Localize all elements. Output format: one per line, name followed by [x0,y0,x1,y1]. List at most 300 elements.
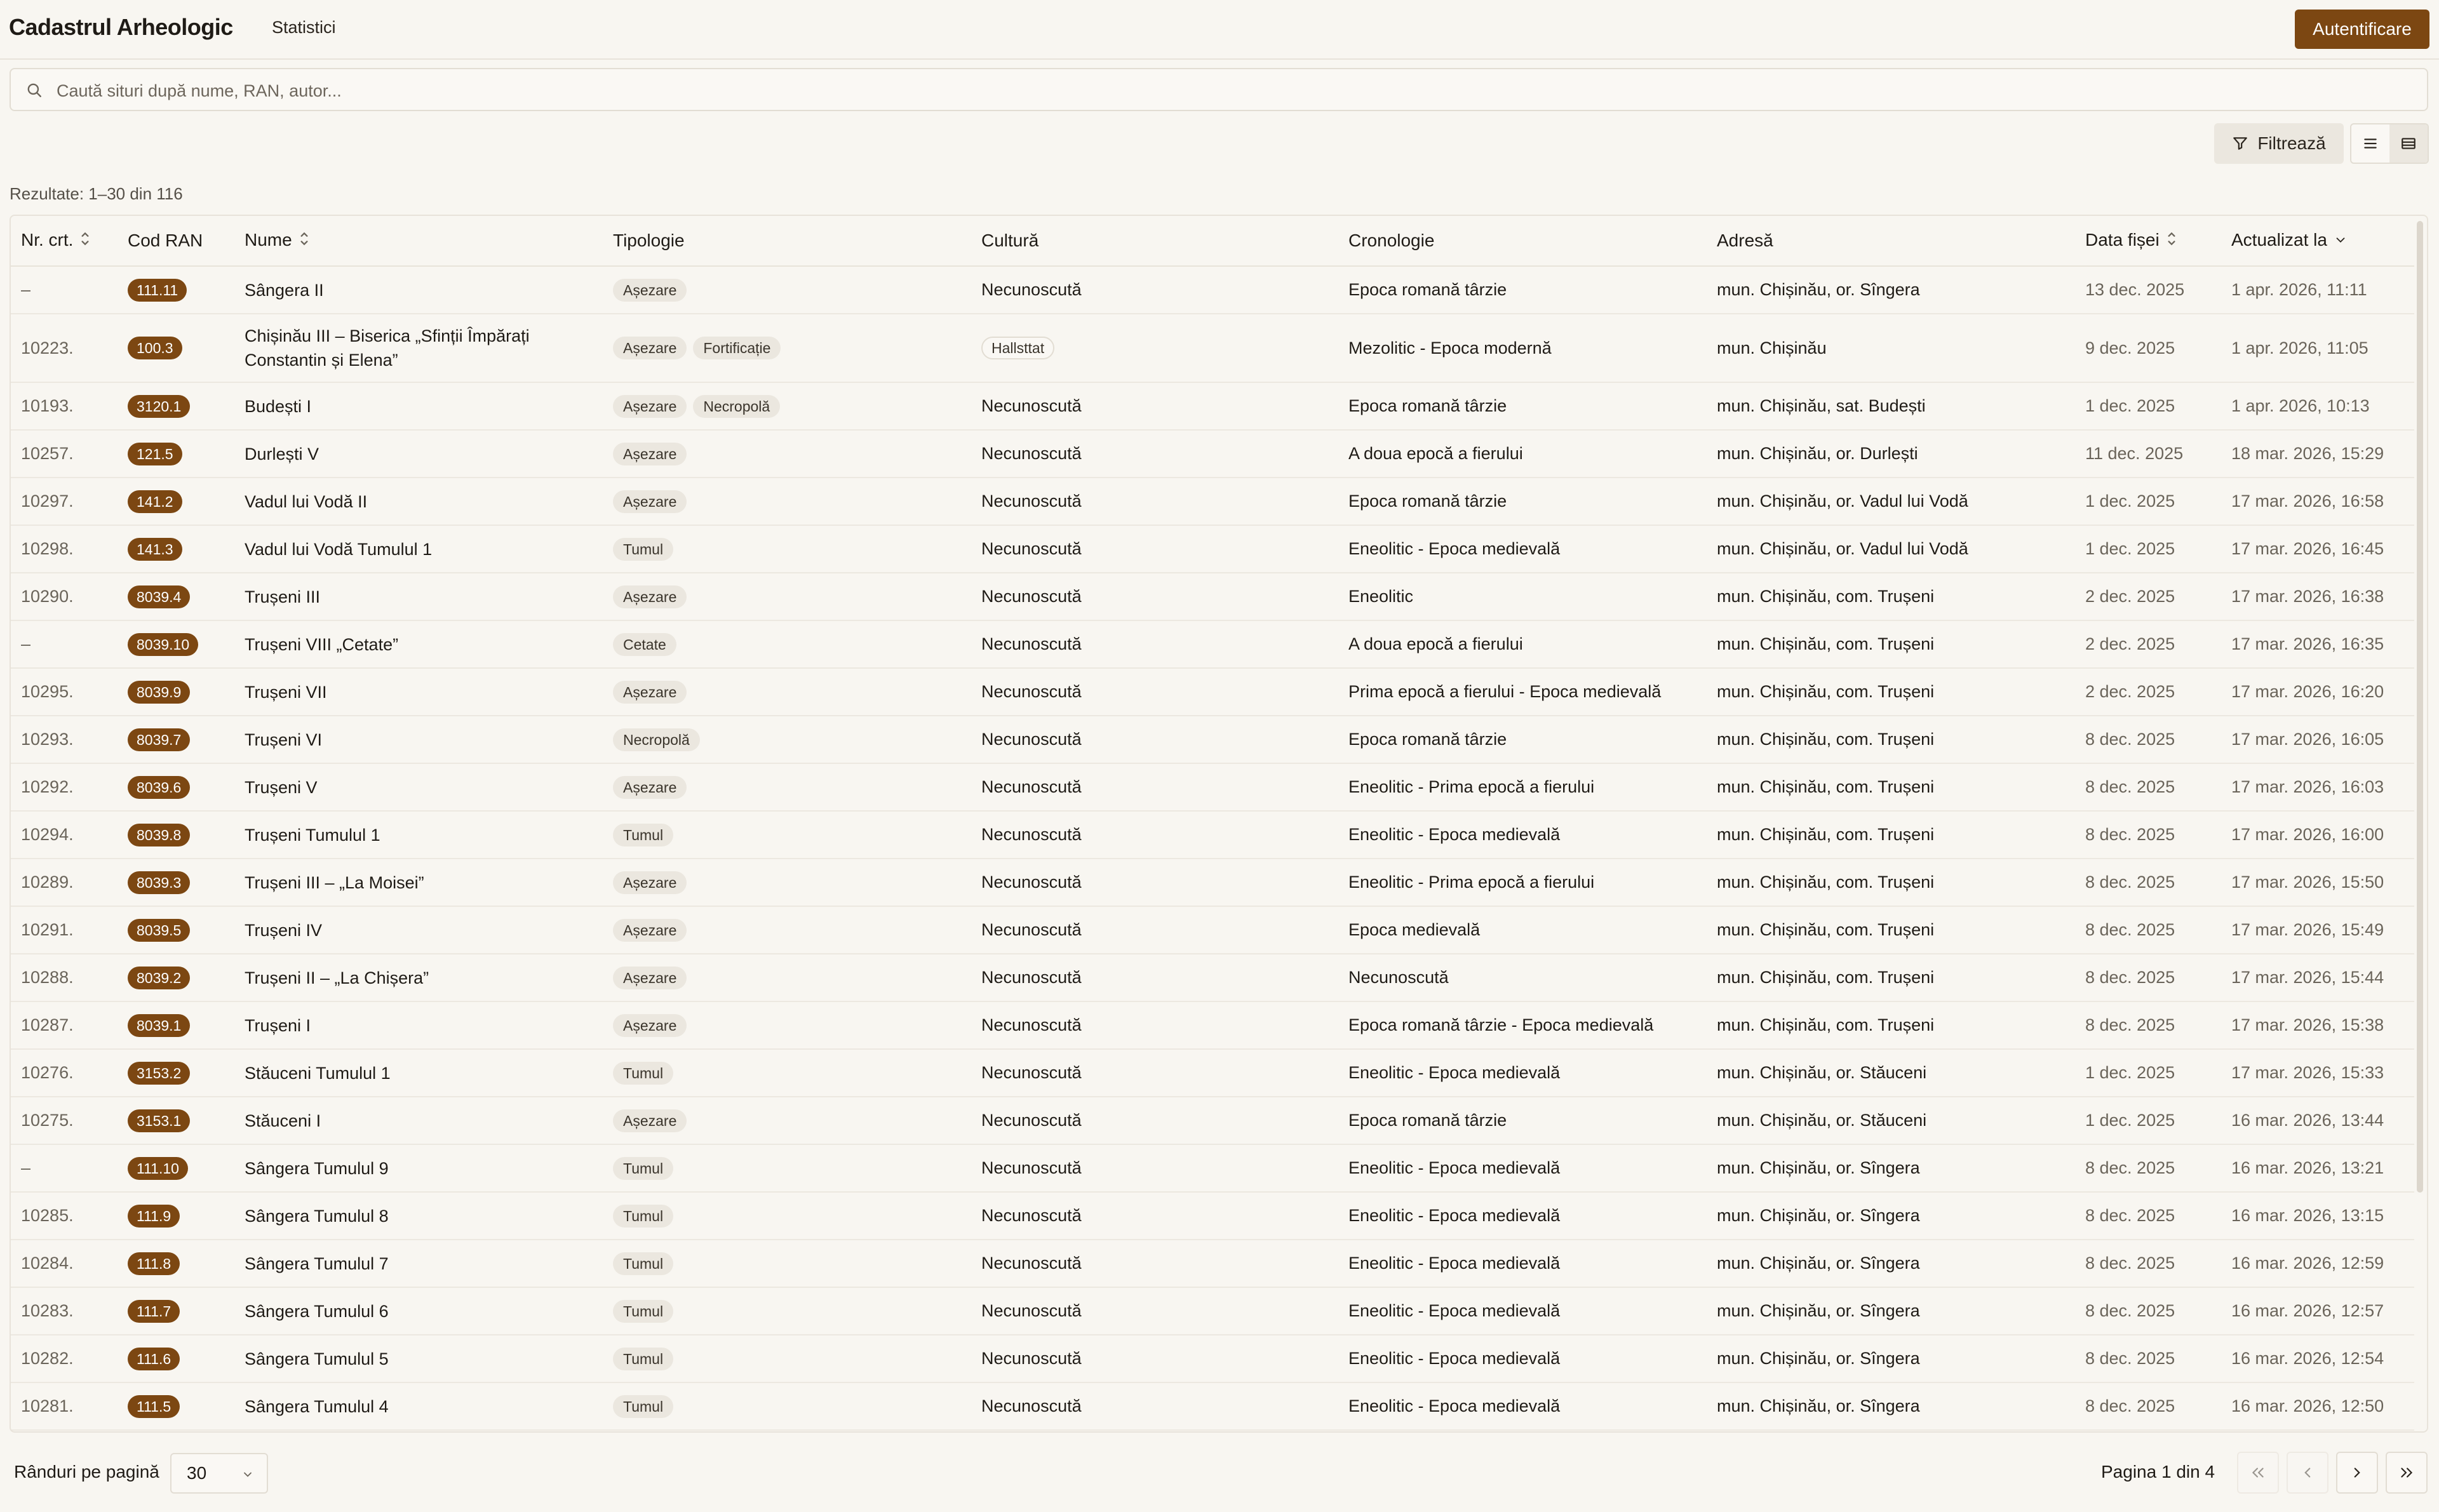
typology-tag: Tumul [613,824,673,846]
typology-tag: Tumul [613,538,673,561]
table-header-row [11,216,2414,266]
cell-nume [234,1097,603,1144]
col-header-cultura-label: Cultură [981,231,1039,250]
vertical-scrollbar[interactable] [2417,221,2423,1193]
table-row[interactable] [11,1287,2414,1335]
col-header-nume-label: Nume [245,229,292,250]
cell-data: 8 dec. 2025 [2075,811,2221,859]
cell-ran [118,1097,234,1144]
cell-nume [234,1382,603,1430]
ran-badge: 111.10 [128,1157,188,1180]
ran-badge: 8039.6 [128,776,190,799]
site-name: Trușeni Tumulul 1 [245,825,380,845]
ran-badge: 8039.7 [128,728,190,751]
col-header-tipologie [603,216,971,266]
cell-cultura: Necunoscută [971,1049,1338,1097]
ran-badge: 8039.10 [128,633,198,656]
cell-ran [118,1001,234,1049]
cell-actualizat: 18 mar. 2026, 15:29 [2221,430,2414,478]
filter-icon [2232,135,2248,152]
site-name: Sângera Tumulul 5 [245,1349,389,1368]
col-header-nume[interactable] [234,216,603,266]
cell-cronologie: Epoca romană târzie [1338,266,1707,314]
cell-cultura: Necunoscută [971,525,1338,573]
cell-data: 8 dec. 2025 [2075,906,2221,954]
col-header-cronologie [1338,216,1707,266]
cell-adresa: mun. Chișinău, or. Sîngera [1707,1240,2075,1287]
cell-cronologie: Epoca medievală [1338,906,1707,954]
cell-cultura: Necunoscută [971,859,1338,906]
next-page-button[interactable] [2336,1452,2378,1494]
search-input[interactable] [55,77,2344,105]
sort-icon[interactable] [299,231,310,251]
cell-tipologie [603,430,971,478]
cell-ran [118,906,234,954]
cell-adresa: mun. Chișinău, or. Durlești [1707,430,2075,478]
cell-cultura: Necunoscută [971,430,1338,478]
cell-nr: – [11,266,118,314]
col-header-tipologie-label: Tipologie [613,231,685,250]
cell-adresa: mun. Chișinău, or. Vadul lui Vodă [1707,478,2075,525]
ran-badge: 141.2 [128,490,182,513]
typology-tag: Cetate [613,633,676,656]
cell-nr: 10289. [11,859,118,906]
table-row[interactable] [11,430,2414,478]
results-count: Rezultate: 1–30 din 116 [10,184,183,203]
cell-nume [234,314,603,382]
cell-adresa: mun. Chișinău, com. Trușeni [1707,573,2075,620]
table-row[interactable] [11,906,2414,954]
cell-data: 8 dec. 2025 [2075,1335,2221,1382]
cell-tipologie [603,1049,971,1097]
cell-cronologie: Eneolitic - Epoca medievală [1338,1240,1707,1287]
cell-adresa: mun. Chișinău [1707,314,2075,382]
site-name: Sângera Tumulul 9 [245,1158,389,1178]
cell-data: 2 dec. 2025 [2075,668,2221,716]
cell-tipologie [603,620,971,668]
brand-title[interactable]: Cadastrul Arheologic [9,14,233,40]
cell-ran [118,1144,234,1192]
cell-actualizat: 1 apr. 2026, 10:13 [2221,382,2414,430]
prev-page-button[interactable] [2287,1452,2328,1494]
cell-actualizat: 17 mar. 2026, 15:44 [2221,954,2414,1001]
cell-tipologie [603,811,971,859]
cell-actualizat: 17 mar. 2026, 16:00 [2221,811,2414,859]
ran-badge: 3120.1 [128,395,190,418]
cell-ran [118,266,234,314]
cell-nr: 10285. [11,1192,118,1240]
cell-cultura: Necunoscută [971,620,1338,668]
cell-data: 8 dec. 2025 [2075,1287,2221,1335]
cell-actualizat: 17 mar. 2026, 16:45 [2221,525,2414,573]
cell-data: 9 dec. 2025 [2075,314,2221,382]
chevron-left-icon [2299,1464,2316,1481]
cell-cultura: Necunoscută [971,763,1338,811]
typology-tag: Așezare [613,490,687,513]
cell-tipologie [603,1144,971,1192]
site-name: Trușeni IV [245,920,323,940]
cell-cronologie: Eneolitic - Epoca medievală [1338,1382,1707,1430]
col-header-adresa [1707,216,2075,266]
cell-ran [118,1240,234,1287]
table-row[interactable] [11,1240,2414,1287]
cell-adresa: mun. Chișinău, com. Trușeni [1707,906,2075,954]
table-row[interactable] [11,763,2414,811]
cell-ran [118,382,234,430]
cell-cultura: Necunoscută [971,382,1338,430]
typology-tag: Fortificație [693,337,781,359]
cell-cultura: Necunoscută [971,1287,1338,1335]
cell-data: 8 dec. 2025 [2075,1144,2221,1192]
cell-data: 1 dec. 2025 [2075,478,2221,525]
cell-nume [234,763,603,811]
chevrons-right-icon [2398,1464,2415,1481]
table-body [11,266,2414,1430]
cell-ran [118,763,234,811]
typology-tag: Așezare [613,871,687,894]
cell-nume [234,1001,603,1049]
cell-cronologie: Eneolitic - Epoca medievală [1338,1144,1707,1192]
cell-tipologie [603,573,971,620]
table-row[interactable] [11,1192,2414,1240]
table-row[interactable] [11,716,2414,763]
first-page-button[interactable] [2237,1452,2279,1494]
cell-adresa: mun. Chișinău, com. Trușeni [1707,716,2075,763]
login-button[interactable]: Autentificare [2295,10,2429,49]
table-row[interactable] [11,620,2414,668]
cell-cronologie: Eneolitic - Epoca medievală [1338,525,1707,573]
cell-ran [118,1382,234,1430]
table-row[interactable] [11,478,2414,525]
site-name: Sângera Tumulul 7 [245,1254,389,1273]
site-name: Vadul lui Vodă Tumulul 1 [245,539,433,559]
cell-nr: – [11,1144,118,1192]
table-row[interactable] [11,1049,2414,1097]
view-toggle [2350,123,2429,164]
col-header-ran-label: Cod RAN [128,231,203,250]
ran-badge: 8039.4 [128,585,190,608]
cell-data: 8 dec. 2025 [2075,1192,2221,1240]
table-row[interactable] [11,525,2414,573]
col-header-adresa-label: Adresă [1717,231,1773,250]
cell-cronologie: Epoca romană târzie [1338,382,1707,430]
chevrons-left-icon [2250,1464,2266,1481]
cell-adresa: mun. Chișinău, or. Sîngera [1707,1335,2075,1382]
typology-tag: Așezare [613,681,687,704]
site-name: Trușeni III – „La Moisei” [245,873,424,892]
cell-nr: 10275. [11,1097,118,1144]
cell-actualizat: 17 mar. 2026, 15:50 [2221,859,2414,906]
col-header-nr-label: Nr. crt. [21,229,74,250]
cell-adresa: mun. Chișinău, or. Sîngera [1707,1287,2075,1335]
cell-ran [118,1049,234,1097]
cell-cultura: Necunoscută [971,1097,1338,1144]
table-row[interactable] [11,954,2414,1001]
table-row[interactable] [11,859,2414,906]
cell-nume [234,478,603,525]
cell-ran [118,478,234,525]
cell-cronologie: Epoca romană târzie - Epoca medievală [1338,1001,1707,1049]
cell-cronologie: Prima epocă a fierului - Epoca medievală [1338,668,1707,716]
cell-ran [118,954,234,1001]
cell-adresa: mun. Chișinău, or. Sîngera [1707,1144,2075,1192]
cell-nr: 10281. [11,1382,118,1430]
table-row[interactable] [11,382,2414,430]
cell-nume [234,1049,603,1097]
cell-nume [234,954,603,1001]
cell-nume [234,859,603,906]
results-table [11,216,2414,1431]
sort-desc-icon[interactable] [2334,231,2348,251]
cell-actualizat: 1 apr. 2026, 11:05 [2221,314,2414,382]
site-name: Stăuceni I [245,1111,321,1130]
cell-data: 8 dec. 2025 [2075,1382,2221,1430]
cell-cultura: Necunoscută [971,1192,1338,1240]
cell-data: 8 dec. 2025 [2075,1001,2221,1049]
cell-actualizat: 17 mar. 2026, 16:35 [2221,620,2414,668]
rows-per-page-select[interactable] [170,1453,268,1494]
cell-tipologie [603,859,971,906]
cell-data: 1 dec. 2025 [2075,1049,2221,1097]
cell-actualizat: 16 mar. 2026, 12:54 [2221,1335,2414,1382]
cell-nume [234,1192,603,1240]
typology-tag: Tumul [613,1062,673,1085]
sort-icon[interactable] [79,231,91,251]
cell-ran [118,1335,234,1382]
cell-nume [234,430,603,478]
cell-tipologie [603,525,971,573]
ran-badge: 8039.5 [128,919,190,942]
col-header-actualizat-label: Actualizat la [2231,230,2327,250]
cell-data: 8 dec. 2025 [2075,1240,2221,1287]
cell-cronologie: Eneolitic - Epoca medievală [1338,1335,1707,1382]
cell-tipologie [603,1240,971,1287]
col-header-ran [118,216,234,266]
cell-nr: 10288. [11,954,118,1001]
typology-tag: Tumul [613,1157,673,1180]
cell-cronologie: Eneolitic - Epoca medievală [1338,811,1707,859]
table-row[interactable] [11,1144,2414,1192]
chevron-down-icon [241,1468,254,1481]
cell-nume [234,716,603,763]
cell-adresa: mun. Chișinău, com. Trușeni [1707,811,2075,859]
typology-tag: Așezare [613,337,687,359]
cell-adresa: mun. Chișinău, or. Sîngera [1707,1382,2075,1430]
cell-cultura: Necunoscută [971,1335,1338,1382]
cell-actualizat: 16 mar. 2026, 13:44 [2221,1097,2414,1144]
cell-cultura: Necunoscută [971,954,1338,1001]
cell-actualizat: 17 mar. 2026, 15:49 [2221,906,2414,954]
cell-nr: 10295. [11,668,118,716]
cell-nume [234,1335,603,1382]
cell-cronologie: Eneolitic - Prima epocă a fierului [1338,763,1707,811]
table-view-icon [2400,135,2417,152]
table-row[interactable] [11,668,2414,716]
cell-ran [118,811,234,859]
cell-nume [234,1240,603,1287]
cell-tipologie [603,763,971,811]
ran-badge: 3153.1 [128,1109,190,1132]
ran-badge: 141.3 [128,538,182,561]
page-info: Pagina 1 din 4 [2101,1462,2215,1482]
cell-cultura: Necunoscută [971,1240,1338,1287]
cell-cultura: Necunoscută [971,478,1338,525]
cell-nume [234,1144,603,1192]
cell-adresa: mun. Chișinău, com. Trușeni [1707,668,2075,716]
site-name: Stăuceni Tumulul 1 [245,1063,391,1083]
filter-button[interactable] [2214,123,2344,164]
cell-tipologie [603,1097,971,1144]
cell-data: 8 dec. 2025 [2075,763,2221,811]
cell-data: 1 dec. 2025 [2075,525,2221,573]
site-name: Trușeni III [245,587,321,606]
typology-tag: Tumul [613,1395,673,1418]
cell-tipologie [603,314,971,382]
cell-cronologie: Epoca romană târzie [1338,716,1707,763]
cell-nr: 10223. [11,314,118,382]
cell-tipologie [603,906,971,954]
cell-cronologie: Eneolitic - Epoca medievală [1338,1287,1707,1335]
ran-badge: 8039.9 [128,681,190,704]
cell-ran [118,525,234,573]
col-header-cultura [971,216,1338,266]
cell-data: 8 dec. 2025 [2075,859,2221,906]
col-header-cronologie-label: Cronologie [1348,231,1435,250]
site-name: Durlești V [245,444,319,464]
cell-adresa: mun. Chișinău, or. Stăuceni [1707,1049,2075,1097]
cell-cultura: Necunoscută [971,716,1338,763]
col-header-data[interactable] [2075,216,2221,266]
typology-tag: Necropolă [693,395,780,418]
cell-nr: 10283. [11,1287,118,1335]
site-name: Trușeni VIII „Cetate” [245,634,399,654]
site-name: Sângera Tumulul 4 [245,1396,389,1416]
nav-link-statistici[interactable]: Statistici [272,18,336,37]
site-name: Vadul lui Vodă II [245,492,368,511]
cell-tipologie [603,954,971,1001]
cell-data: 13 dec. 2025 [2075,266,2221,314]
table-row[interactable] [11,573,2414,620]
cell-ran [118,859,234,906]
typology-tag: Așezare [613,279,687,302]
cell-actualizat: 16 mar. 2026, 12:59 [2221,1240,2414,1287]
ran-badge: 111.11 [128,279,187,302]
table-row[interactable] [11,314,2414,382]
cell-cultura: Necunoscută [971,668,1338,716]
cell-adresa: mun. Chișinău, com. Trușeni [1707,763,2075,811]
ran-badge: 8039.8 [128,824,190,846]
table-row[interactable] [11,811,2414,859]
table-row[interactable] [11,1382,2414,1430]
site-name: Trușeni V [245,777,318,797]
table-row[interactable] [11,1001,2414,1049]
typology-tag: Așezare [613,1109,687,1132]
cell-cultura: Necunoscută [971,811,1338,859]
cell-cultura: Necunoscută [971,1144,1338,1192]
cell-adresa: mun. Chișinău, com. Trușeni [1707,954,2075,1001]
last-page-button[interactable] [2386,1452,2428,1494]
typology-tag: Așezare [613,585,687,608]
cell-adresa: mun. Chișinău, or. Stăuceni [1707,1097,2075,1144]
table-row[interactable] [11,1097,2414,1144]
cell-data: 2 dec. 2025 [2075,620,2221,668]
typology-tag: Așezare [613,395,687,418]
cell-nr: 10293. [11,716,118,763]
cell-data: 8 dec. 2025 [2075,716,2221,763]
cell-data: 2 dec. 2025 [2075,573,2221,620]
top-bar [0,0,2439,60]
cell-nume [234,573,603,620]
cell-adresa: mun. Chișinău, or. Sîngera [1707,1192,2075,1240]
typology-tag: Tumul [613,1252,673,1275]
cell-nume [234,525,603,573]
cell-adresa: mun. Chișinău, com. Trușeni [1707,620,2075,668]
col-header-nr[interactable] [11,216,118,266]
search-bar [10,68,2428,111]
cell-tipologie [603,266,971,314]
cell-nr: 10298. [11,525,118,573]
cell-cultura: Necunoscută [971,1001,1338,1049]
cell-actualizat: 16 mar. 2026, 13:21 [2221,1144,2414,1192]
cell-cultura: Necunoscută [971,906,1338,954]
rows-per-page-label: Rânduri pe pagină [14,1462,159,1482]
filter-label: Filtrează [2257,133,2326,153]
typology-tag: Așezare [613,919,687,942]
cell-cronologie: Eneolitic - Epoca medievală [1338,1192,1707,1240]
table-row[interactable] [11,1335,2414,1382]
cell-ran [118,314,234,382]
search-icon [26,82,43,98]
cell-data: 1 dec. 2025 [2075,1097,2221,1144]
cell-actualizat: 16 mar. 2026, 13:15 [2221,1192,2414,1240]
cell-adresa: mun. Chișinău, or. Vadul lui Vodă [1707,525,2075,573]
table-row[interactable] [11,266,2414,314]
list-view-button[interactable] [2351,124,2389,163]
cell-actualizat: 17 mar. 2026, 16:20 [2221,668,2414,716]
cell-nume [234,668,603,716]
site-name: Trușeni VII [245,682,327,702]
col-header-actualizat[interactable] [2221,216,2414,266]
cell-cronologie: A doua epocă a fierului [1338,620,1707,668]
cell-cultura [971,314,1338,382]
cell-nume [234,811,603,859]
cell-actualizat: 17 mar. 2026, 15:33 [2221,1049,2414,1097]
cell-nume [234,906,603,954]
ran-badge: 111.9 [128,1205,180,1228]
cell-tipologie [603,1001,971,1049]
cell-data: 8 dec. 2025 [2075,954,2221,1001]
cell-cronologie: Epoca romană târzie [1338,478,1707,525]
cell-cronologie: Epoca romană târzie [1338,1097,1707,1144]
cell-nr: 10294. [11,811,118,859]
cell-nume [234,1287,603,1335]
cell-actualizat: 16 mar. 2026, 12:57 [2221,1287,2414,1335]
typology-tag: Tumul [613,1300,673,1323]
sort-icon[interactable] [2166,231,2177,251]
cell-actualizat: 17 mar. 2026, 15:38 [2221,1001,2414,1049]
cell-actualizat: 17 mar. 2026, 16:05 [2221,716,2414,763]
cell-nume [234,266,603,314]
typology-tag: Așezare [613,967,687,989]
table-view-button[interactable] [2389,124,2428,163]
ran-badge: 111.7 [128,1300,180,1323]
cell-nr: 10193. [11,382,118,430]
ran-badge: 121.5 [128,443,182,465]
cell-cultura: Necunoscută [971,1382,1338,1430]
cell-nr: 10284. [11,1240,118,1287]
site-name: Sângera Tumulul 8 [245,1206,389,1226]
cell-cronologie: Eneolitic [1338,573,1707,620]
